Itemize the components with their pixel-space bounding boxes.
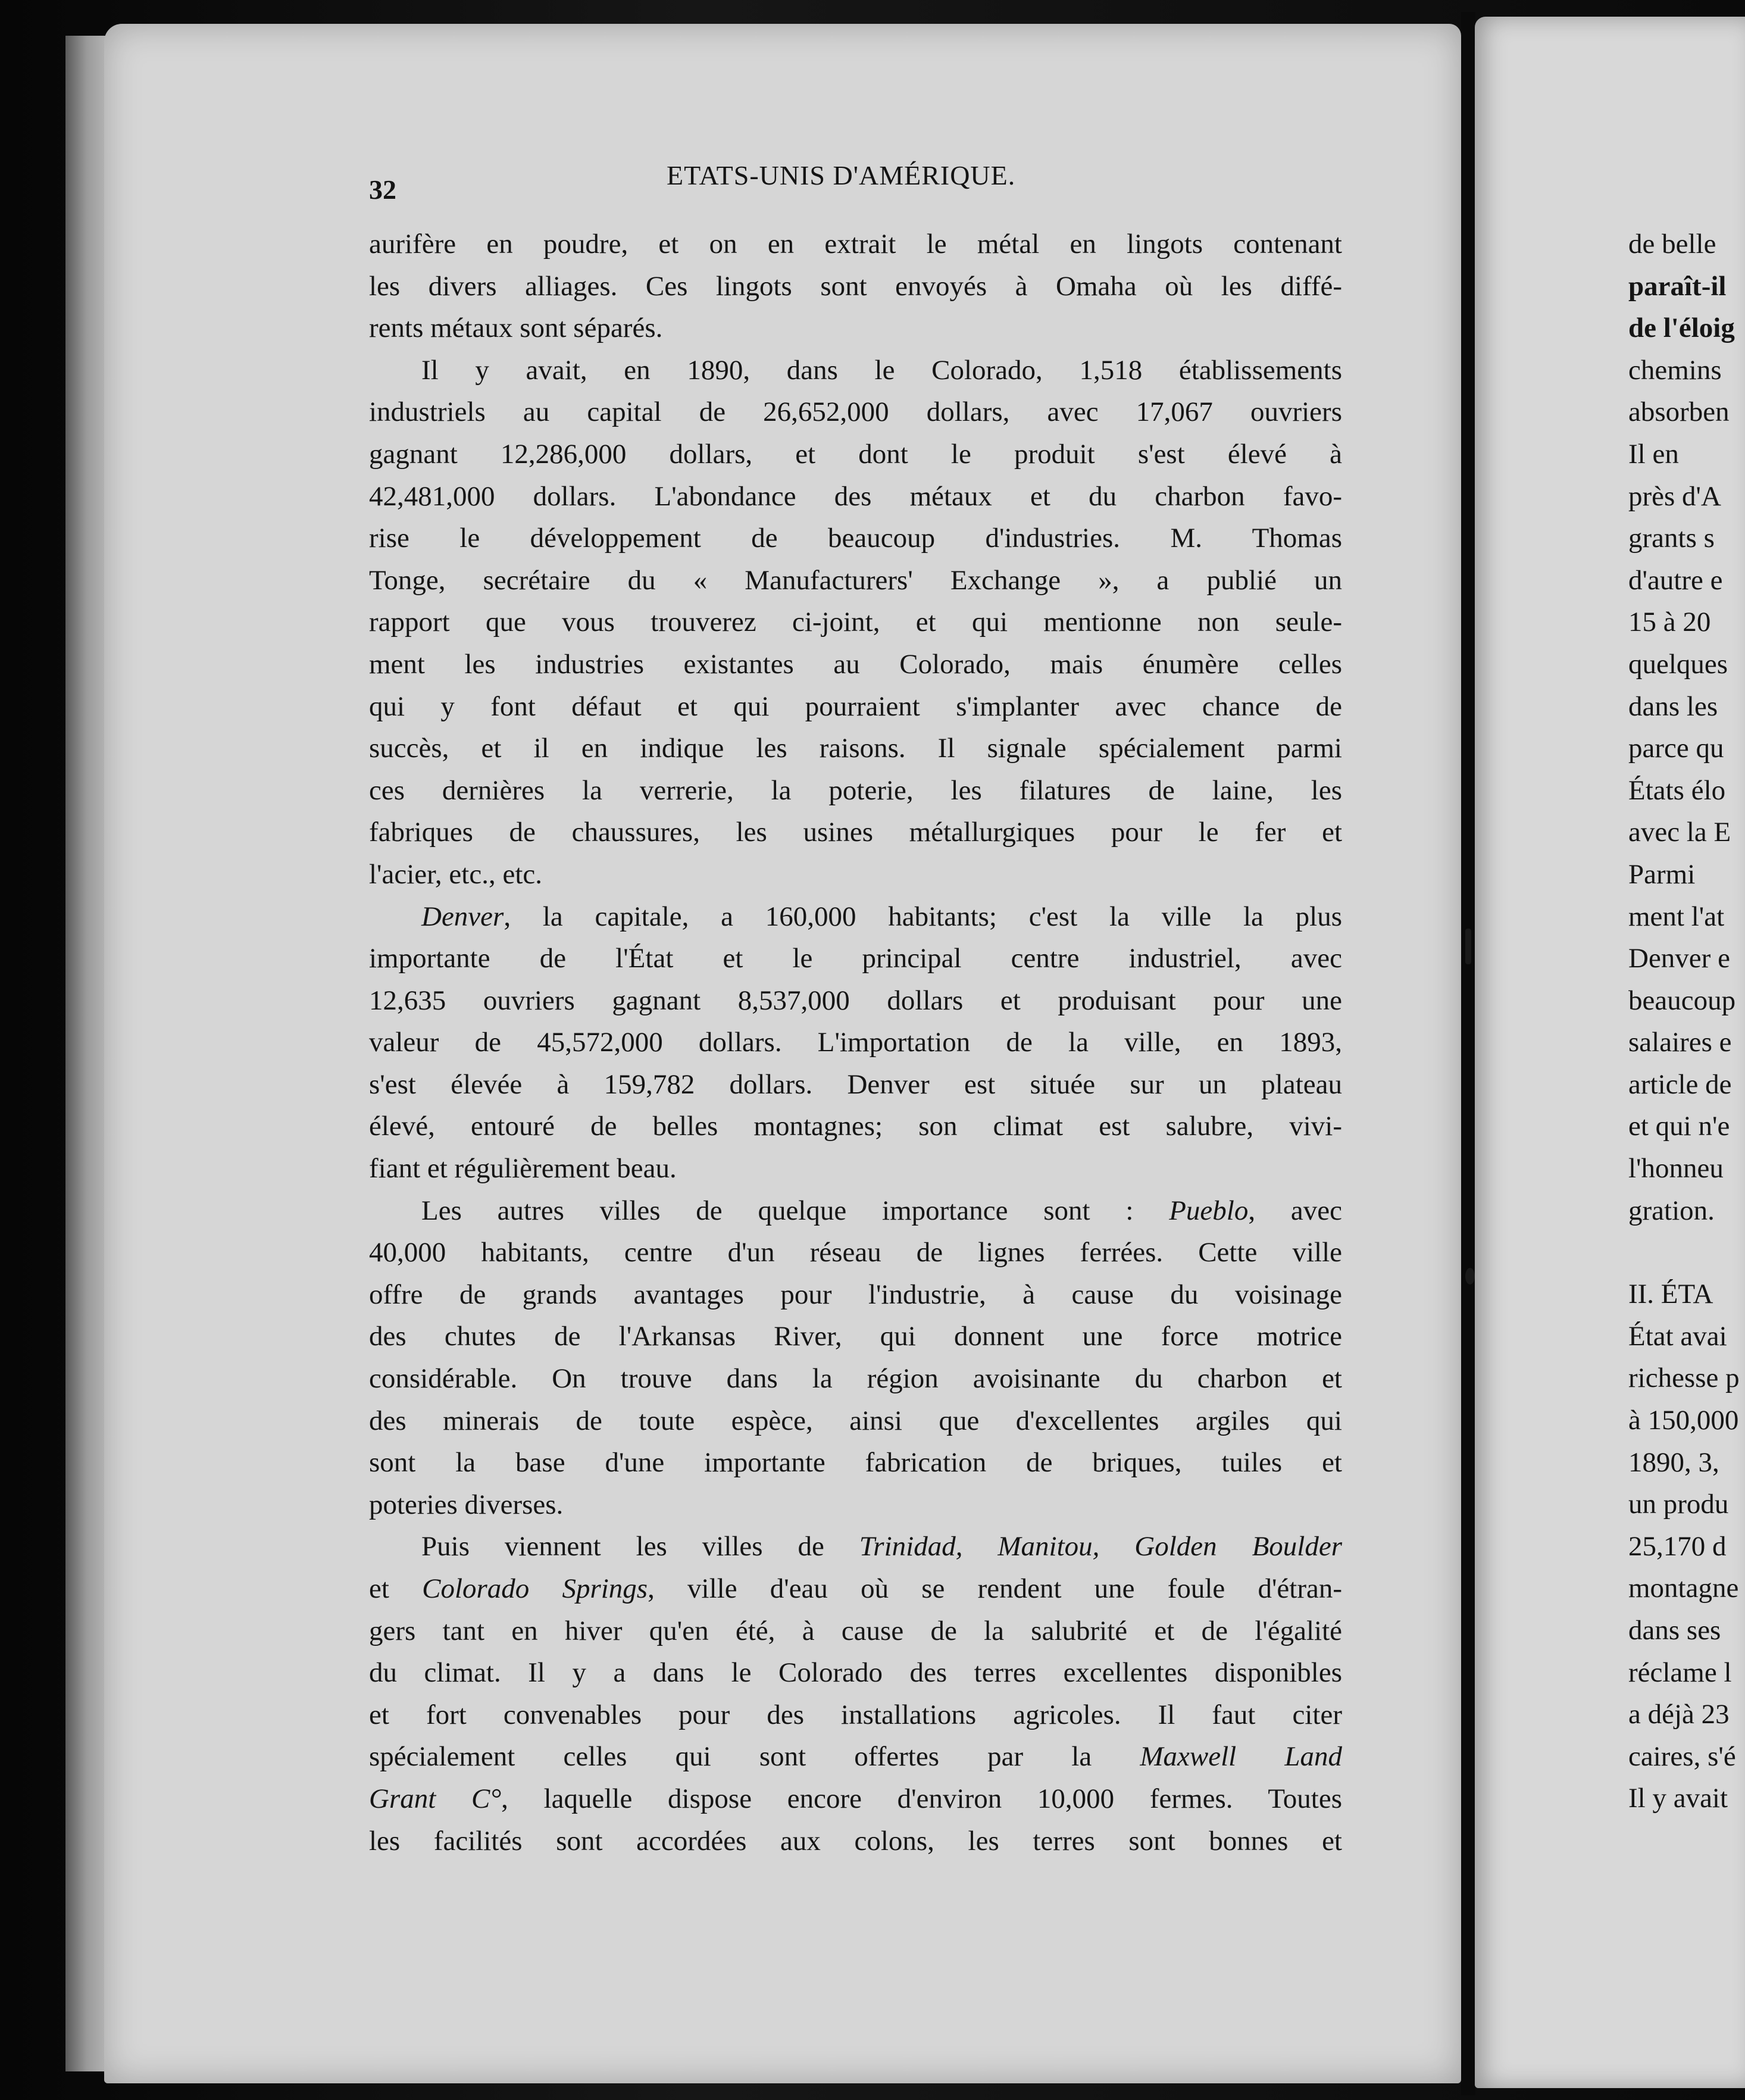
text-line	[369, 1610, 1342, 1652]
line-text: Les autres villes de quelque importance sont :	[421, 1195, 1169, 1226]
line-text: valeur de 45,572,000 dollars. L'importation de la ville, en 1893,	[369, 1027, 1342, 1058]
text-line	[369, 1820, 1342, 1862]
line-text: 12,635 ouvriers gagnant 8,537,000 dollars et produisant pour une	[369, 985, 1342, 1016]
text-line	[369, 601, 1342, 643]
text-line	[369, 1484, 1342, 1526]
line-text: aurifère en poudre, et on en extrait le métal en lingots contenant	[369, 229, 1342, 260]
ink-smudge	[1465, 929, 1471, 964]
line-text: sont la base d'une importante fabrication de briques, tuiles et	[369, 1447, 1342, 1479]
line-text: gagnant 12,286,000 dollars, et dont le produit s'est élevé à	[369, 438, 1342, 470]
text-line	[369, 1105, 1342, 1148]
text-line	[369, 1526, 1342, 1568]
partial-text-line: Parmi	[1628, 858, 1696, 890]
partial-text-line: a déjà 23	[1628, 1699, 1730, 1730]
text-line	[369, 1694, 1342, 1736]
line-text: , la capitale, a 160,000 habitants; c'est la ville la plus	[504, 901, 1342, 932]
text-line	[369, 517, 1342, 560]
line-text: industriels au capital de 26,652,000 dollars, avec 17,067 ouvriers	[369, 396, 1342, 428]
line-text: et fort convenables pour des installations agricoles. Il faut citer	[369, 1699, 1342, 1730]
partial-text-line: chemins	[1628, 354, 1722, 386]
line-text: importante de l'État et le principal centre industriel, avec	[369, 943, 1342, 974]
partial-text-line: Denver e	[1628, 943, 1730, 974]
text-line	[369, 643, 1342, 686]
partial-text-line: et qui n'e	[1628, 1111, 1730, 1142]
partial-text-line: l'honneu	[1628, 1153, 1724, 1185]
text-line	[369, 811, 1342, 854]
text-line	[369, 686, 1342, 728]
line-text: fabriques de chaussures, les usines métallurgiques pour le fer et	[369, 817, 1342, 848]
line-text: l'acier, etc., etc.	[369, 858, 542, 890]
partial-text-line: grants s	[1628, 523, 1715, 554]
italic-text: Denver	[421, 901, 504, 932]
text-line	[369, 770, 1342, 812]
text-line	[369, 265, 1342, 308]
line-text: 42,481,000 dollars. L'abondance des métaux et du charbon favo-	[369, 480, 1342, 512]
line-text: Puis viennent les villes de	[421, 1531, 859, 1562]
line-text: et	[369, 1573, 423, 1604]
partial-text-line: de belle	[1628, 229, 1716, 260]
partial-text-line: beaucoup	[1628, 985, 1736, 1016]
line-text: des chutes de l'Arkansas River, qui donnent une force motrice	[369, 1321, 1342, 1352]
partial-text-line: caires, s'é	[1628, 1740, 1736, 1772]
text-line	[369, 1315, 1342, 1358]
text-line	[369, 1190, 1342, 1232]
line-text: succès, et il en indique les raisons. Il signale spécialement parmi	[369, 733, 1342, 764]
partial-text-line: de l'éloig	[1628, 312, 1735, 344]
partial-text-line: article de	[1628, 1068, 1732, 1100]
text-line	[369, 1232, 1342, 1274]
line-text: des minerais de toute espèce, ainsi que d'excellentes argiles qui	[369, 1405, 1342, 1436]
line-text: spécialement celles qui sont offertes par la	[369, 1741, 1140, 1773]
line-text: ment les industries existantes au Colorado, mais énumère celles	[369, 648, 1342, 680]
partial-text-line: quelques	[1628, 648, 1728, 680]
text-line	[369, 980, 1342, 1022]
partial-text-line: ment l'at	[1628, 901, 1725, 932]
line-text: rise le développement de beaucoup d'industries. M. Thomas	[369, 523, 1342, 554]
ink-smudge	[1465, 1268, 1475, 1285]
line-text: les facilités sont accordées aux colons, les terres sont bonnes et	[369, 1825, 1342, 1857]
line-text: ces dernières la verrerie, la poterie, les filatures de laine, les	[369, 774, 1342, 806]
partial-text-line: un produ	[1628, 1489, 1729, 1520]
line-text: du climat. Il y a dans le Colorado des terres excellentes disponibles	[369, 1657, 1342, 1689]
line-text: qui y font défaut et qui pourraient s'implanter avec chance de	[369, 690, 1342, 722]
line-text: rapport que vous trouverez ci-joint, et qui mentionne non seule-	[369, 607, 1342, 638]
line-text: les divers alliages. Ces lingots sont envoyés à Omaha où les diffé-	[369, 270, 1342, 302]
text-line	[369, 433, 1342, 476]
text-line	[369, 1400, 1342, 1442]
partial-text-line: Il y avait	[1628, 1783, 1728, 1814]
partial-text-line: absorben	[1628, 396, 1730, 428]
partial-text-line: paraît-il	[1628, 270, 1727, 302]
text-line	[369, 1568, 1342, 1610]
line-text: s'est élevée à 159,782 dollars. Denver est située sur un plateau	[369, 1068, 1342, 1100]
partial-text-line: gration.	[1628, 1195, 1715, 1226]
partial-text-line: salaires e	[1628, 1027, 1732, 1058]
partial-text-line: avec la E	[1628, 817, 1731, 848]
italic-text: Grant C°	[369, 1783, 502, 1814]
line-text: offre de grands avantages pour l'industrie, à cause du voisinage	[369, 1279, 1342, 1310]
left-column-text	[369, 223, 1342, 1862]
partial-text-line: États élo	[1628, 774, 1726, 806]
text-line	[369, 391, 1342, 433]
partial-text-line: 15 à 20	[1628, 607, 1711, 638]
italic-text: Pueblo	[1169, 1195, 1249, 1226]
partial-text-line: parce qu	[1628, 733, 1724, 764]
text-line	[369, 1274, 1342, 1316]
text-line	[369, 1442, 1342, 1484]
book-gutter	[1461, 12, 1475, 2095]
text-line	[369, 1021, 1342, 1064]
text-line	[369, 1736, 1342, 1778]
partial-text-line: réclame l	[1628, 1657, 1732, 1688]
line-text: considérable. On trouve dans la région avoisinante du charbon et	[369, 1363, 1342, 1395]
italic-text: Maxwell Land	[1140, 1741, 1342, 1773]
line-text: fiant et régulièrement beau.	[369, 1153, 677, 1185]
text-line	[369, 854, 1342, 896]
text-line	[369, 896, 1342, 938]
partial-text-line: près d'A	[1628, 480, 1721, 512]
right-column-text	[1628, 223, 1740, 1820]
partial-text-line: d'autre e	[1628, 564, 1723, 596]
line-text: gers tant en hiver qu'en été, à cause de la salubrité et de l'égalité	[369, 1615, 1342, 1646]
text-line	[369, 1358, 1342, 1400]
line-text: , laquelle dispose encore d'environ 10,000 fermes. Toutes	[501, 1783, 1342, 1814]
text-line	[369, 349, 1342, 392]
line-text: élevé, entouré de belles montagnes; son climat est salubre, vivi-	[369, 1111, 1342, 1142]
partial-text-line: État avai	[1628, 1320, 1727, 1352]
text-line	[369, 1064, 1342, 1106]
partial-text-line: richesse p	[1628, 1362, 1740, 1394]
italic-text: Trinidad, Manitou, Golden Boulder	[859, 1531, 1342, 1562]
text-line	[369, 560, 1342, 602]
partial-text-line: II. ÉTA	[1628, 1279, 1713, 1310]
partial-text-line: dans les	[1628, 690, 1718, 722]
partial-text-line: 25,170 d	[1628, 1530, 1727, 1562]
text-line	[369, 727, 1342, 770]
line-text: poteries diverses.	[369, 1489, 564, 1520]
text-line	[369, 1652, 1342, 1694]
text-line	[369, 476, 1342, 518]
running-title: ETATS-UNIS D'AMÉRIQUE.	[667, 160, 1016, 190]
line-text: , avec	[1248, 1195, 1342, 1226]
text-line	[369, 938, 1342, 980]
partial-text-line: dans ses	[1628, 1615, 1721, 1646]
line-text: rents métaux sont séparés.	[369, 312, 663, 344]
page-number: 32	[369, 174, 396, 205]
line-text: Il y avait, en 1890, dans le Colorado, 1,518 établissements	[421, 354, 1342, 386]
line-text: , ville d'eau où se rendent une foule d'étran-	[648, 1573, 1342, 1604]
line-text: 40,000 habitants, centre d'un réseau de lignes ferrées. Cette ville	[369, 1237, 1342, 1268]
italic-text: Colorado Springs	[422, 1573, 648, 1604]
partial-text-line: montagne	[1628, 1573, 1739, 1604]
text-line	[369, 223, 1342, 265]
partial-text-line: Il en	[1628, 438, 1679, 470]
text-line	[369, 1778, 1342, 1820]
text-line	[369, 1148, 1342, 1190]
line-text: Tonge, secrétaire du « Manufacturers' Exchange », a publié un	[369, 564, 1342, 596]
partial-text-line: à 150,000	[1628, 1405, 1739, 1436]
partial-text-line: 1890, 3,	[1628, 1446, 1719, 1478]
text-line	[369, 307, 1342, 349]
